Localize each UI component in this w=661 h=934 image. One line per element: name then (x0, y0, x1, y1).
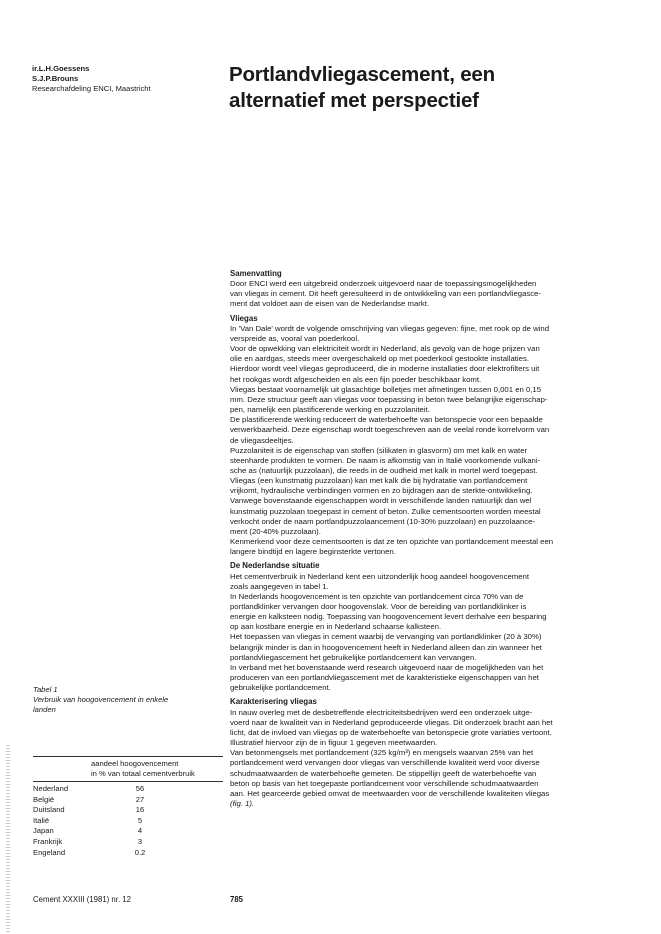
text-line: Kenmerkend voor deze cementsoorten is dat ze ten opzichte van portlandcement meestal een (230, 537, 554, 547)
section-heading: Samenvatting (230, 269, 282, 278)
text-line: Illustratief hiervoor zijn de in figuur 1 gegeven meetwaarden. (230, 738, 438, 748)
table-cell-country: België (33, 794, 55, 804)
section-karakterisering-vliegas (230, 697, 633, 809)
text-line: Puzzolaniteit is de eigenschap van stoffen (silikaten in glasvorm) om met kalk en water (230, 445, 528, 455)
text-line: aan. Het gearceerde gebied omvat de meetwaarden voor de verschillende kwaliteiten vliegas (230, 788, 550, 798)
title-line: alternatief met perspectief (229, 89, 479, 112)
section-nederlandse-situatie (230, 561, 633, 693)
text-line: portlandvliegascement het gebruikelijke portlandcement kan vervangen. (230, 652, 477, 662)
section-vliegas (230, 314, 633, 558)
text-line: belangrijk minder is dan in hoogovencement heeft in Nederland alleen dan zin wanneer het (230, 642, 542, 652)
table-caption (33, 685, 223, 715)
table-caption-text: landen (33, 705, 56, 714)
figure-reference: (fig. 1). (230, 798, 255, 808)
table-cell-value: 16 (135, 805, 145, 815)
text-line: Van betonmengsels met portlandcement (325 kg/m³) en mengsels waarvan 25% van het (230, 748, 534, 758)
text-line: Hierdoor wordt veel vliegas geproduceerd, die in moderne installaties door elektrofilters uit (230, 364, 540, 374)
table-top-rule (33, 756, 223, 757)
text-line: pen, namelijk een plastificerende werking en puzzolaniteit. (230, 405, 430, 415)
text-line: In verband met het bovenstaande werd research uitgevoerd naar de mogelijkheden van het (230, 662, 544, 672)
table-cell-value: 27 (135, 794, 145, 804)
text-line: sche as (natuurlijk puzzolaan), die reeds in de oudheid met kalk in mortel werd toegepast. (230, 465, 538, 475)
table-cell-country: Italië (33, 815, 50, 825)
journal-footer: Cement XXXIII (1981) nr. 12 (33, 895, 131, 904)
table-row (33, 848, 223, 859)
text-line: portlandcement werd vervangen door vliegas van verschillende kwaliteit werd voor diverse (230, 758, 540, 768)
table-header-rule (33, 781, 223, 782)
text-line: portlandklinker vervangen door hoogovenslak. Voor de bereiding van portlandklinker is (230, 602, 527, 611)
section-heading: Vliegas (230, 313, 258, 323)
table-cell-country: Engeland (33, 847, 66, 857)
text-line: energie en kalksteen nodig. Toepassing van hoogovencement levert derhalve een besparing (230, 612, 547, 622)
table-header-line: aandeel hoogovencement (91, 759, 179, 768)
author-name: ir.L.H.Goessens (32, 64, 90, 73)
text-line: licht, dat de invloed van vliegas op de waterbehoefte van betonspecie grote variaties vertoont. (230, 727, 552, 737)
table-cell-country: Nederland (33, 784, 69, 793)
text-line: op aan kostbare energie en in Nederland schaarse kalksteen. (230, 622, 442, 632)
author-block (32, 64, 232, 94)
text-line: Vliegas (een kunstmatig puzzolaan) kan met kalk die bij hydratatie van portlandcement (230, 476, 528, 486)
text-line: kunstmatig puzzolaan toegepast in cement of beton. Zulke cementsoorten worden meestal (230, 506, 541, 516)
text-line: ment (20-40% puzzolaan). (230, 526, 321, 536)
text-line: verwerkbaarheid. Deze eigenschap wordt toegeschreven aan de veelal ronde korrelvorm van (230, 425, 550, 435)
text-line: schudmaatwaarden de waterbehoefte gemeten. De stippellijn geeft de waterbehoefte van (230, 768, 537, 778)
table-row (33, 795, 223, 806)
text-line: vrijkomt, hydraulische verbindingen vormen en zo bijdragen aan de sterkte-ontwikkeling. (230, 486, 533, 496)
table-column-header (33, 759, 223, 779)
text-line: beton op basis van het toegepaste portlandcement voor verschillende schudmaatwaarden (230, 778, 539, 788)
text-line: steenharde produkten te vormen. De naam is afkomstig van in Italië voorkomende vulkani- (230, 455, 541, 465)
table-1 (33, 685, 223, 858)
table-cell-value: 3 (137, 836, 143, 846)
text-line: van vliegas in cement. Dit heeft geresulteerd in de ontwikkeling van een portlandvliegasce- (230, 289, 542, 299)
text-line: Door ENCI werd een uitgebreid onderzoek uitgevoerd naar de toepassingsmogelijkheden (230, 279, 537, 289)
text-line: voerd naar de kwaliteit van in Nederland geproduceerde vliegas. Dit onderzoek bracht aan het (230, 717, 553, 727)
text-line: ment dat voldoet aan de eisen van de Nederlandse markt. (230, 299, 430, 309)
table-cell-country: Frankrijk (33, 836, 63, 846)
text-line: Het cementverbruik in Nederland kent een uitzonderlijk hoog aandeel hoogovencement (230, 571, 529, 581)
text-line: De plastificerende werking reduceert de waterbehoefte van betonspecie voor een bepaalde (230, 415, 543, 425)
table-header-line: in % van totaal cementverbruik (91, 769, 195, 778)
text-line: Vanwege bovenstaande eigenschappen wordt in verschillende landen natuurlijk dan wel (230, 496, 532, 506)
text-line: langere bindtijd en lagere beginsterkte vertonen. (230, 547, 396, 557)
table-caption-text: Verbruik van hoogovencement in enkele (33, 695, 169, 704)
table-cell-value: 5 (137, 815, 143, 825)
text-line: gebruikelijke portlandcement. (230, 683, 331, 693)
table-cell-value: 0.2 (134, 847, 146, 857)
article-body (230, 269, 633, 813)
text-line: verspreide as, vooral van poederkool. (230, 333, 360, 343)
table-row (33, 805, 223, 816)
text-line: de vliegasdeeltjes. (230, 435, 294, 445)
table-row (33, 784, 223, 795)
section-heading: Karakterisering vliegas (230, 697, 317, 707)
table-caption-label: Tabel 1 (33, 685, 58, 694)
author-affiliation: Researchafdeling ENCI, Maastricht (32, 84, 151, 93)
table-cell-value: 4 (137, 826, 143, 836)
table-cell-country: Duitsland (33, 805, 65, 815)
table-cell-value: 56 (135, 784, 145, 793)
table-cell-country: Japan (33, 826, 54, 836)
text-line: olie en aardgas, steeds meer overgeschakeld op met poederkool gestookte installaties. (230, 354, 529, 364)
table-row (33, 826, 223, 837)
text-line: mm. Deze structuur geeft aan vliegas voor toepassing in beton twee belangrijke eigenschap- (230, 394, 548, 404)
text-line: Het toepassen van vliegas in cement waarbij de vervanging van portlandklinker (20 à 30%) (230, 632, 542, 642)
article-title (229, 62, 639, 114)
text-line: produceren van een portlandvliegascement met de karakteristieke eigenschappen van het (230, 673, 539, 683)
text-line: verkocht onder de naam portlandpuzzolaancement (10-30% puzzolaan) en puzzolaance- (230, 516, 536, 526)
text-line: Voor de opwekking van elektriciteit wordt in Nederland, als gevolg van de hoge prijzen van (230, 344, 540, 354)
section-heading: De Nederlandse situatie (230, 561, 320, 571)
text-line: het rookgas wordt afgescheiden en als een fijn poeder beschikbaar komt. (230, 374, 482, 384)
title-line: Portlandvliegascement, een (229, 63, 495, 86)
text-line: zoals aangegeven in tabel 1. (230, 581, 329, 591)
section-samenvatting (230, 269, 633, 310)
table-row (33, 837, 223, 848)
scan-margin-mark (6, 745, 10, 934)
text-line: In nauw overleg met de desbetreffende electriciteitsbedrijven werd een onderzoek uitge- (230, 707, 533, 717)
text-line: Vliegas bestaat voornamelijk uit glasachtige bolletjes met afmetingen tussen 0,001 en 0,15 (230, 384, 542, 394)
author-name: S.J.P.Brouns (32, 74, 79, 83)
text-line: In Nederlands hoogovencement is ten opzichte van portlandcement circa 70% van de (230, 591, 524, 601)
page-number: 785 (230, 895, 244, 904)
table-row (33, 816, 223, 827)
text-line: In 'Van Dale' wordt de volgende omschrijving van vliegas gegeven: fijne, met rook op de wind (230, 323, 550, 333)
